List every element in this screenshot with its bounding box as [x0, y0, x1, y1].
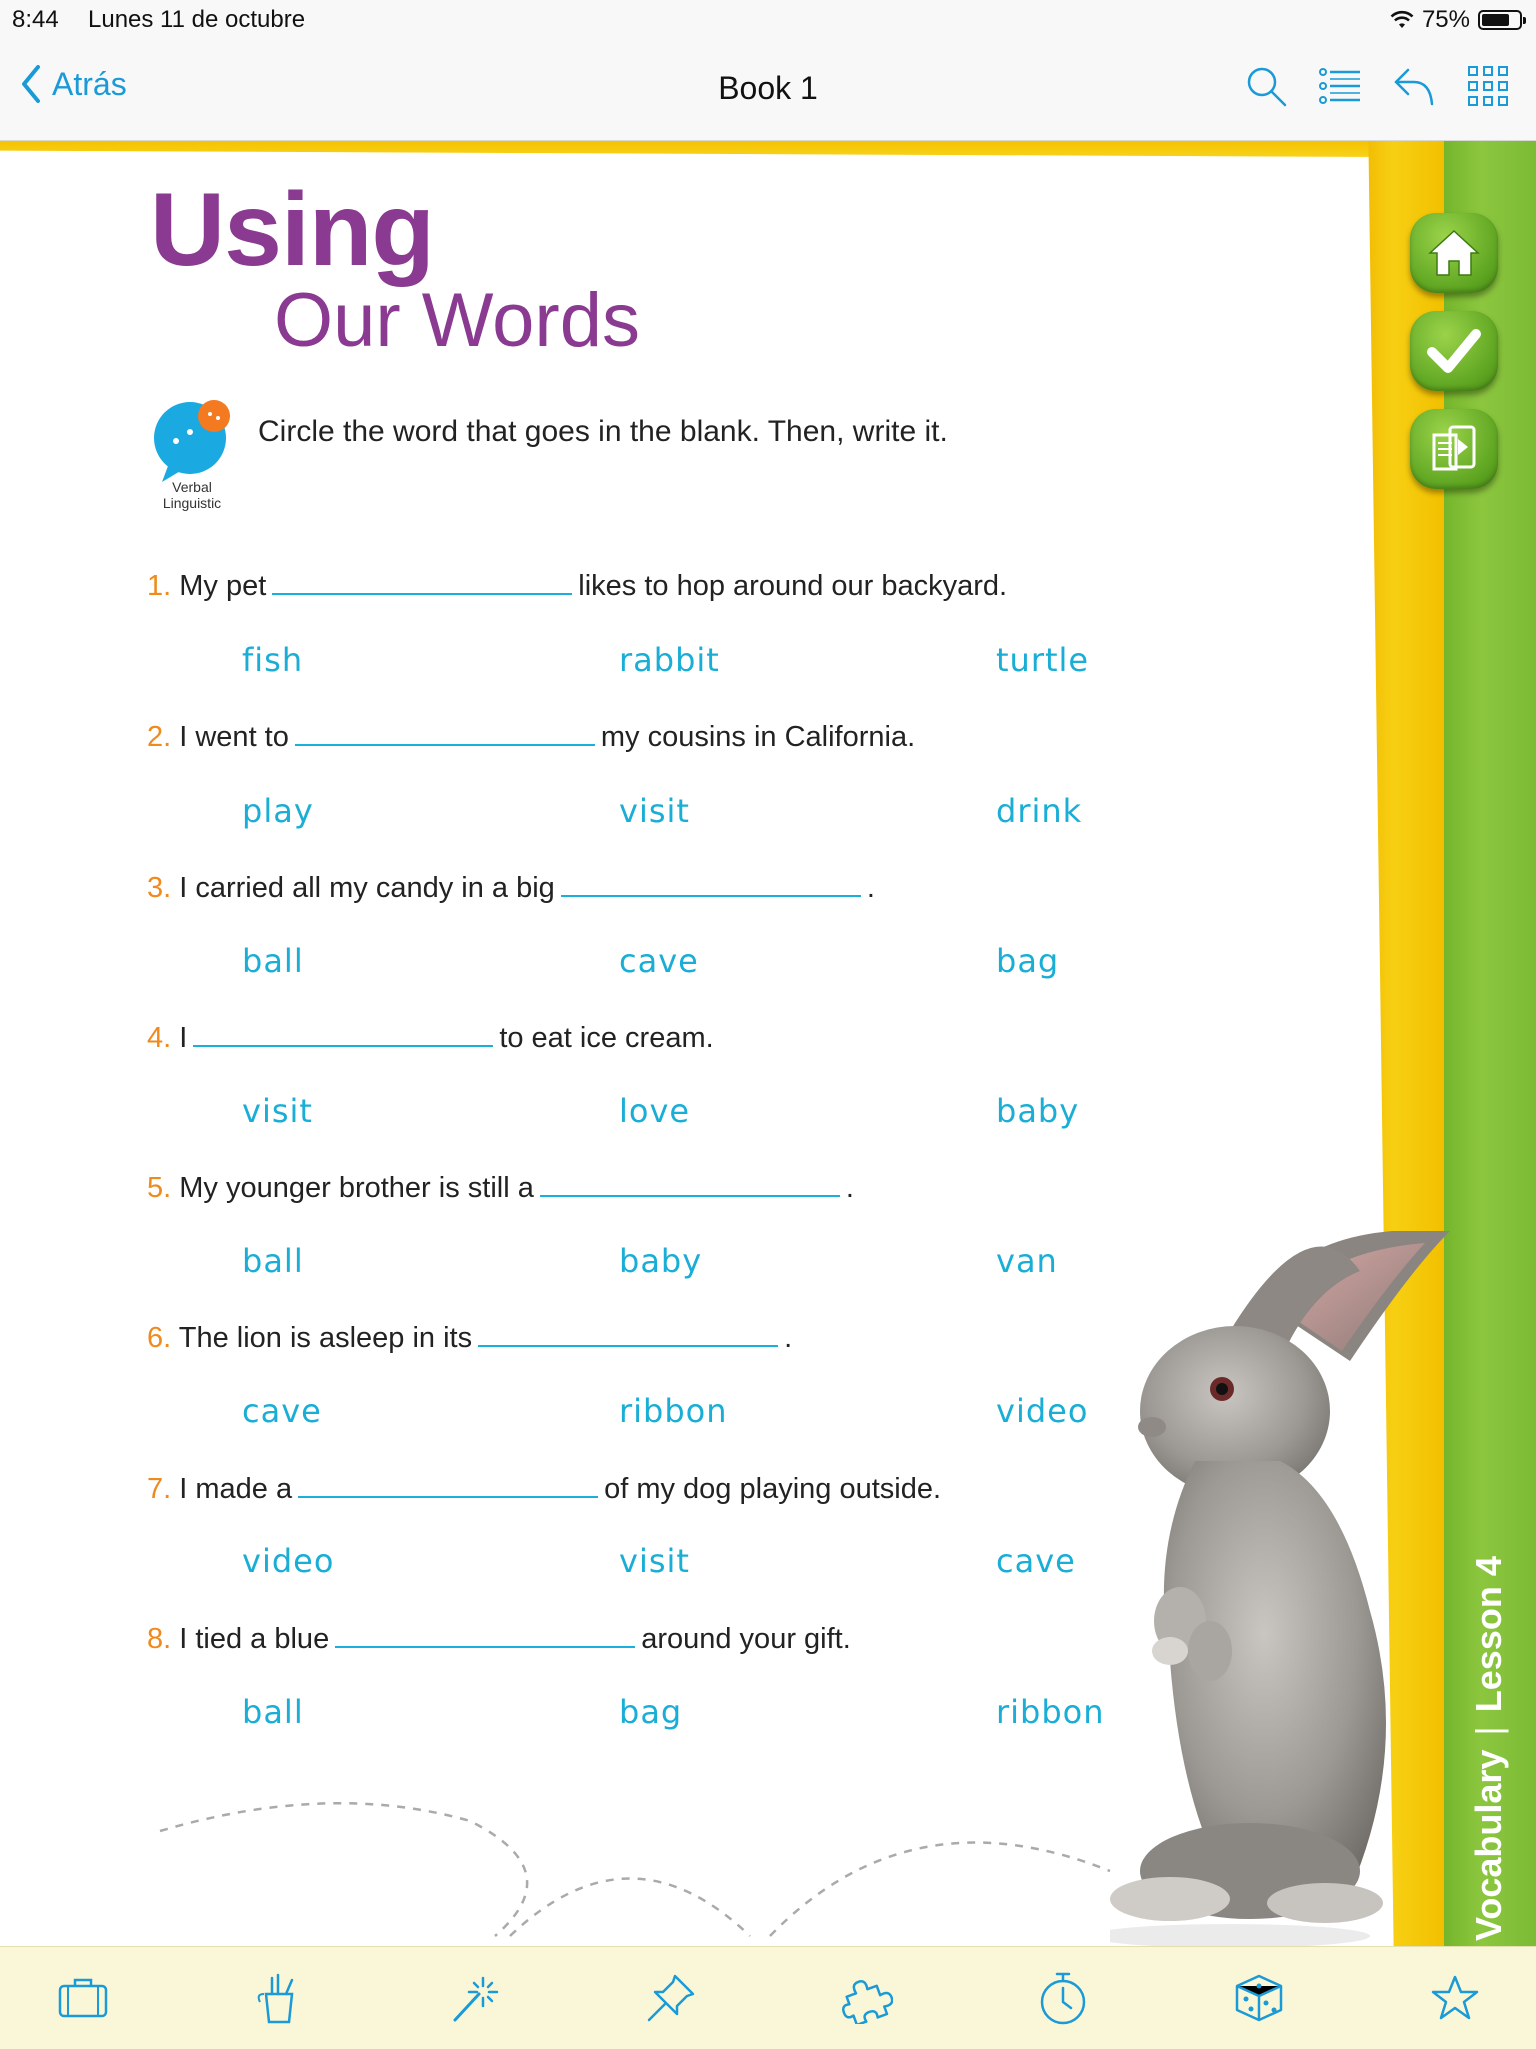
pushpin-button[interactable] [644, 1971, 698, 2025]
side-label-subject: Vocabulary [1468, 1749, 1509, 1941]
star-icon [1430, 1974, 1480, 2022]
word-option[interactable]: video [996, 1392, 1089, 1430]
briefcase-icon [57, 1976, 109, 2020]
question-text-before: I carried all my candy in a big [179, 872, 555, 904]
nav-bar [0, 40, 1536, 141]
question-text-before: I tied a blue [179, 1623, 330, 1655]
magic-wand-icon [449, 1972, 501, 2024]
book-reader-icon [1426, 421, 1482, 477]
question-2 [147, 721, 915, 754]
word-option[interactable]: rabbit [619, 641, 720, 679]
heading-line-2: Our Words [274, 278, 641, 363]
word-option[interactable]: video [242, 1542, 335, 1580]
puzzle-icon [841, 1972, 893, 2024]
grid-icon[interactable] [1466, 64, 1510, 108]
word-option[interactable]: ribbon [619, 1392, 728, 1430]
question-text-after: likes to hop around our backyard. [578, 570, 1008, 602]
badge-label-line-1: Verbal [172, 479, 212, 495]
word-option[interactable]: baby [996, 1092, 1080, 1130]
question-text-before: My pet [179, 570, 267, 602]
pencil-cup-icon [256, 1972, 302, 2024]
bottom-toolbar [0, 1946, 1536, 2049]
hop-path-decoration [150, 1761, 1130, 1941]
question-text-after: . [866, 872, 875, 904]
question-text-after: . [845, 1172, 854, 1204]
wifi-icon [1390, 10, 1414, 30]
side-label-separator: | [1468, 1726, 1509, 1736]
word-option[interactable]: ribbon [996, 1693, 1105, 1731]
question-text-after: around your gift. [641, 1623, 851, 1655]
word-option[interactable]: love [619, 1092, 691, 1130]
book-page [0, 141, 1536, 1946]
word-option[interactable]: cave [242, 1392, 322, 1430]
reader-button[interactable] [1410, 409, 1498, 489]
question-6 [147, 1322, 792, 1355]
word-option[interactable]: play [242, 792, 314, 830]
word-option[interactable]: ball [242, 1242, 304, 1280]
question-text-after: my cousins in California. [600, 721, 916, 753]
word-option[interactable]: drink [996, 792, 1083, 830]
briefcase-button[interactable] [56, 1971, 110, 2025]
yellow-top-border [0, 141, 1380, 157]
question-1 [147, 570, 1007, 603]
answer-blank[interactable] [298, 1476, 598, 1498]
question-number: 1. [147, 570, 172, 602]
lesson-side-label [1468, 1556, 1510, 1941]
undo-icon[interactable] [1392, 64, 1436, 108]
status-bar [0, 0, 1536, 40]
word-option[interactable]: fish [242, 641, 304, 679]
answer-blank[interactable] [295, 724, 595, 746]
star-button[interactable] [1428, 1971, 1482, 2025]
word-option[interactable]: turtle [996, 641, 1090, 679]
question-7 [147, 1473, 941, 1506]
question-number: 6. [147, 1322, 172, 1354]
badge-label-line-2: Linguistic [162, 495, 222, 511]
question-text-before: The lion is asleep in its [178, 1322, 473, 1354]
question-8 [147, 1623, 851, 1656]
word-option[interactable]: bag [996, 942, 1060, 980]
status-right [1390, 6, 1522, 34]
dice-icon [1233, 1972, 1285, 2024]
question-text-before: My younger brother is still a [179, 1172, 534, 1204]
battery-percent: 75% [1421, 6, 1470, 33]
home-icon [1426, 227, 1482, 279]
question-text-before: I made a [179, 1473, 293, 1505]
answer-blank[interactable] [193, 1025, 493, 1047]
pencil-cup-button[interactable] [252, 1971, 306, 2025]
question-text-after: of my dog playing outside. [604, 1473, 942, 1505]
word-option[interactable]: cave [996, 1542, 1076, 1580]
dice-button[interactable] [1232, 1971, 1286, 2025]
badge-label [148, 479, 236, 511]
question-text-before: I [179, 1022, 188, 1054]
word-option[interactable]: bag [619, 1693, 683, 1731]
check-icon [1426, 326, 1482, 376]
back-label: Atrás [52, 65, 127, 102]
pushpin-icon [645, 1972, 697, 2024]
question-3 [147, 872, 875, 905]
answer-blank[interactable] [335, 1626, 635, 1648]
answer-blank[interactable] [272, 573, 572, 595]
answer-blank[interactable] [478, 1325, 778, 1347]
nav-actions [1244, 64, 1510, 108]
stopwatch-icon [1037, 1970, 1089, 2026]
question-number: 2. [147, 721, 172, 753]
word-option[interactable]: cave [619, 942, 699, 980]
list-icon[interactable] [1318, 64, 1362, 108]
question-number: 3. [147, 872, 172, 904]
answer-blank[interactable] [561, 875, 861, 897]
status-time: 8:44 [12, 6, 59, 33]
side-label-lesson: Lesson 4 [1468, 1556, 1509, 1713]
puzzle-button[interactable] [840, 1971, 894, 2025]
question-text-before: I went to [179, 721, 289, 753]
word-option[interactable]: van [996, 1242, 1058, 1280]
magic-wand-button[interactable] [448, 1971, 502, 2025]
question-text-after: . [784, 1322, 793, 1354]
question-number: 4. [147, 1022, 172, 1054]
question-text-after: to eat ice cream. [499, 1022, 714, 1054]
word-option[interactable]: ball [242, 942, 304, 980]
word-option[interactable]: visit [242, 1092, 313, 1130]
word-option[interactable]: visit [619, 792, 690, 830]
status-date: Lunes 11 de octubre [88, 6, 306, 33]
page-title: Book 1 [718, 70, 818, 106]
heading-line-1: Using [150, 172, 434, 288]
word-option[interactable]: visit [619, 1542, 690, 1580]
question-number: 5. [147, 1172, 172, 1204]
question-4 [147, 1022, 714, 1055]
instructions: Circle the word that goes in the blank. Then, write it. [258, 415, 948, 448]
rabbit-image [1110, 1231, 1470, 1946]
check-button[interactable] [1410, 311, 1498, 391]
search-icon[interactable] [1244, 64, 1288, 108]
word-option[interactable]: baby [619, 1242, 703, 1280]
stopwatch-button[interactable] [1036, 1971, 1090, 2025]
word-option[interactable]: ball [242, 1693, 304, 1731]
question-number: 8. [147, 1623, 172, 1655]
home-button[interactable] [1410, 213, 1498, 293]
question-number: 7. [147, 1473, 172, 1505]
battery-icon [1478, 10, 1522, 30]
question-5 [147, 1172, 854, 1205]
answer-blank[interactable] [540, 1175, 840, 1197]
